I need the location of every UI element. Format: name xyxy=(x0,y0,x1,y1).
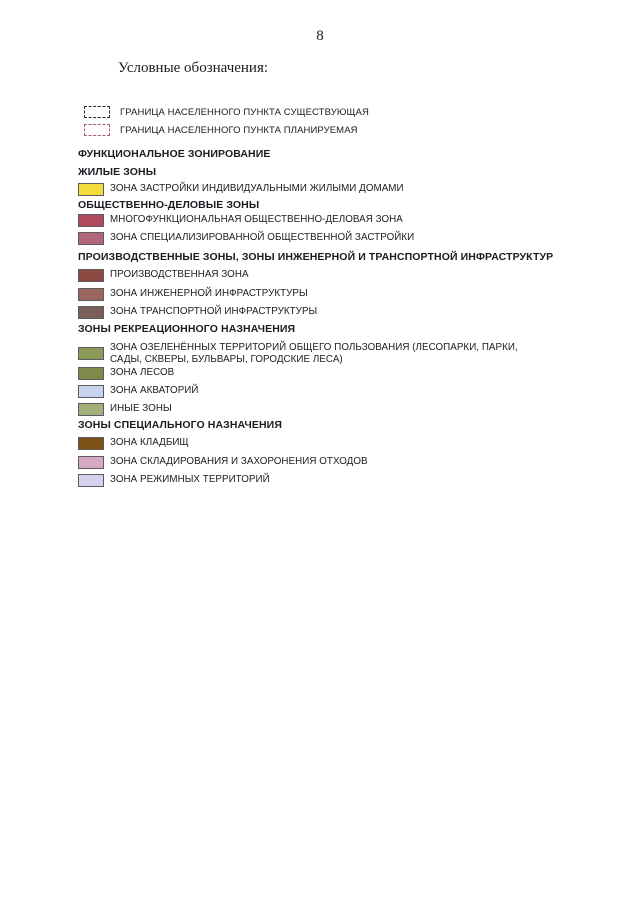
legend-item-label: ЗОНА ТРАНСПОРТНОЙ ИНФРАСТРУКТУРЫ xyxy=(110,306,318,317)
legend-item-label: ЗОНА РЕЖИМНЫХ ТЕРРИТОРИЙ xyxy=(110,474,270,485)
legend-item-label: МНОГОФУНКЦИОНАЛЬНАЯ ОБЩЕСТВЕННО-ДЕЛОВАЯ ЗОНА xyxy=(110,214,403,225)
legend-item-label: ЗОНА ЗАСТРОЙКИ ИНДИВИДУАЛЬНЫМИ ЖИЛЫМИ ДОМАМИ xyxy=(110,183,404,194)
boundary-label: ГРАНИЦА НАСЕЛЕННОГО ПУНКТА ПЛАНИРУЕМАЯ xyxy=(120,124,358,136)
legend-item xyxy=(78,403,550,416)
page-number: 8 xyxy=(316,28,324,44)
legend-title: Условные обозначения: xyxy=(118,60,269,76)
color-swatch xyxy=(78,367,104,380)
legend-item-label: ЗОНА АКВАТОРИЙ xyxy=(110,385,199,396)
legend-item-label: ЗОНА ЛЕСОВ xyxy=(110,367,175,378)
color-swatch xyxy=(78,385,104,398)
dashed-boundary-existing-icon xyxy=(84,106,110,118)
group-heading: ОБЩЕСТВЕННО-ДЕЛОВЫЕ ЗОНЫ xyxy=(78,199,260,211)
group-heading: ЖИЛЫЕ ЗОНЫ xyxy=(78,166,157,178)
legend-item xyxy=(78,385,550,398)
legend-item-label: ЗОНА ОЗЕЛЕНЁННЫХ ТЕРРИТОРИЙ ОБЩЕГО ПОЛЬЗОВАНИЯ (ЛЕСОПАРКИ, ПАРКИ, САДЫ, СКВЕРЫ, БУЛЬВАРЫ, ГОРОДСКИЕ ЛЕСА) xyxy=(110,342,518,365)
group-heading: ЗОНЫ СПЕЦИАЛЬНОГО НАЗНАЧЕНИЯ xyxy=(78,419,282,431)
color-swatch xyxy=(78,232,104,245)
legend-item-label: ЗОНА ИНЖЕНЕРНОЙ ИНФРАСТРУКТУРЫ xyxy=(110,288,308,299)
legend-item xyxy=(78,288,550,301)
color-swatch xyxy=(78,347,104,360)
color-swatch xyxy=(78,269,104,282)
legend-item xyxy=(78,367,550,380)
group-heading: ЗОНЫ РЕКРЕАЦИОННОГО НАЗНАЧЕНИЯ xyxy=(78,323,296,335)
legend-item xyxy=(78,214,550,227)
color-swatch xyxy=(78,474,104,487)
legend-item xyxy=(78,306,550,319)
color-swatch xyxy=(78,306,104,319)
legend-boundary-planned xyxy=(84,122,358,138)
color-swatch xyxy=(78,183,104,196)
legend-boundary-existing xyxy=(84,104,369,120)
color-swatch xyxy=(78,214,104,227)
color-swatch xyxy=(78,437,104,450)
legend-item xyxy=(78,437,550,450)
section-heading: ФУНКЦИОНАЛЬНОЕ ЗОНИРОВАНИЕ xyxy=(78,148,271,160)
dashed-boundary-planned-icon xyxy=(84,124,110,136)
legend-item xyxy=(78,183,550,196)
legend-item xyxy=(78,456,550,469)
legend-item-label: ИНЫЕ ЗОНЫ xyxy=(110,403,172,414)
legend-item xyxy=(78,269,550,282)
legend-item-label: ЗОНА СКЛАДИРОВАНИЯ И ЗАХОРОНЕНИЯ ОТХОДОВ xyxy=(110,456,368,467)
legend-item xyxy=(78,232,550,245)
color-swatch xyxy=(78,403,104,416)
legend-item-label: ЗОНА СПЕЦИАЛИЗИРОВАННОЙ ОБЩЕСТВЕННОЙ ЗАСТРОЙКИ xyxy=(110,232,415,243)
color-swatch xyxy=(78,288,104,301)
legend-item-label: ЗОНА КЛАДБИЩ xyxy=(110,437,189,448)
legend-item xyxy=(78,342,550,366)
legend-item-label: ПРОИЗВОДСТВЕННАЯ ЗОНА xyxy=(110,269,249,280)
boundary-label: ГРАНИЦА НАСЕЛЕННОГО ПУНКТА СУЩЕСТВУЮЩАЯ xyxy=(120,106,369,118)
legend-item xyxy=(78,474,550,487)
color-swatch xyxy=(78,456,104,469)
group-heading: ПРОИЗВОДСТВЕННЫЕ ЗОНЫ, ЗОНЫ ИНЖЕНЕРНОЙ И ТРАНСПОРТНОЙ ИНФРАСТРУКТУР xyxy=(78,251,554,263)
